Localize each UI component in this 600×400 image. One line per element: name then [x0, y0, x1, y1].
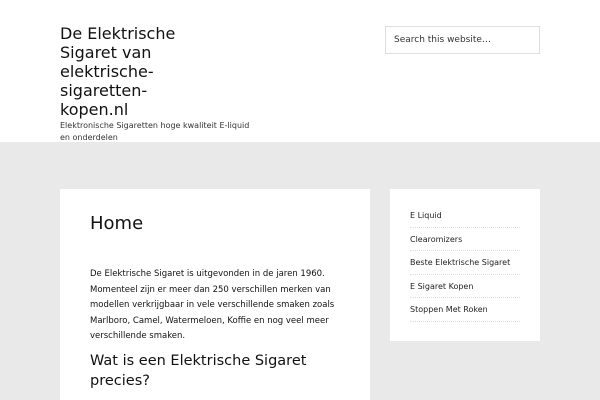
- sidebar-item-e-liquid: [410, 204, 520, 228]
- sidebar: [390, 189, 540, 341]
- site-inner: [0, 142, 600, 400]
- sidebar-item-clearomizers: [410, 228, 520, 252]
- sidebar-menu: [410, 204, 520, 322]
- page-title: Home: [90, 213, 144, 234]
- site-header: [0, 0, 600, 142]
- sidebar-link-e-liquid[interactable]: E Liquid: [410, 211, 442, 220]
- sidebar-item-stoppen-met-roken: [410, 298, 520, 322]
- intro-paragraph: De Elektrische Sigaret is uitgevonden in de jaren 1960. Momenteel zijn er meer dan 250 verschillen merken van modellen verkrijgbaar in vele verschillende smaken zoals Marlboro, Camel, Watermeloen, Koffie en nog veel meer verschillende smaken.: [90, 269, 335, 341]
- site-title-link[interactable]: De Elektrische Sigaret van elektrische-sigaretten-kopen.nl: [60, 24, 176, 119]
- sidebar-link-clearomizers[interactable]: Clearomizers: [410, 234, 463, 244]
- search-input[interactable]: [385, 26, 540, 54]
- sidebar-link-e-sigaret-kopen[interactable]: E Sigaret Kopen: [410, 281, 474, 291]
- main-content: [60, 189, 370, 400]
- sidebar-item-e-sigaret-kopen: [410, 275, 520, 299]
- sidebar-item-beste-elektrische-sigaret: [410, 251, 520, 275]
- sidebar-link-stoppen-met-roken[interactable]: Stoppen Met Roken: [410, 305, 488, 314]
- site-description: Elektronische Sigaretten hoge kwaliteit E-liquid en onderdelen: [60, 121, 250, 142]
- section-heading: Wat is een Elektrische Sigaret precies?: [90, 353, 307, 389]
- sidebar-link-beste-elektrische-sigaret[interactable]: Beste Elektrische Sigaret: [410, 258, 511, 267]
